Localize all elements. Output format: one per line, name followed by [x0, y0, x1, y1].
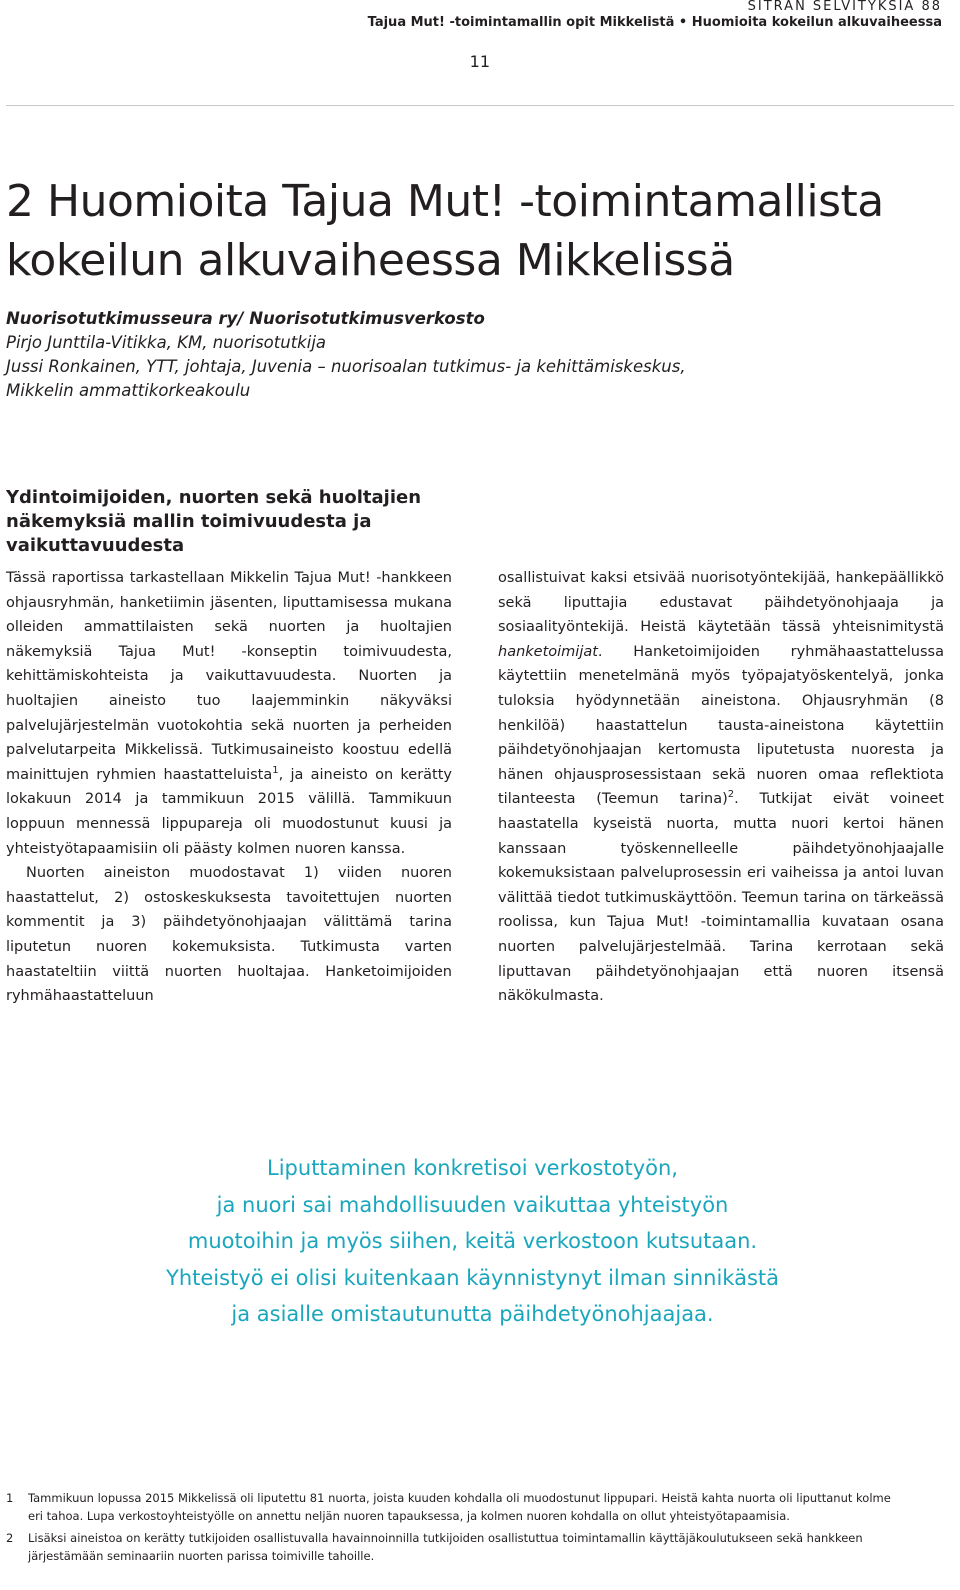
section-heading-line-2: näkemyksiä mallin toimivuudesta ja — [6, 511, 372, 532]
paragraph-text: . Hanketoimijoiden ryhmähaastattelussa käytettiin menetelmänä myös työpajatyöskentelyä, jonka tuloksia hyödynnetään aineistona. Ohjausryhmän (8 henkilöä) haastattelun tausta-aineistona käytettiin päihdetyönohjaajan kertomusta liputetusta nuoresta ja hänen ohjausprosessistaan sekä nuoren omaa reflektiota tilanteesta (Teemun tarina) — [498, 643, 944, 808]
pull-quote-line: muotoihin ja myös siihen, keitä verkostoon kutsutaan. — [187, 1229, 758, 1254]
footnote-text: Tammikuun lopussa 2015 Mikkelissä oli liputettu 81 nuorta, joista kuuden kohdalla oli muodostunut lippupari. Heistä kahta nuorta oli liputtanut kolme eri tahoa. Lupa verkostoyhteistyölle on annettu neljän nuoren tapauksessa, ja kolmen nuoren kohdalla on ollut yhteistyötapaamisia. — [28, 1491, 891, 1523]
pull-quote-line: ja nuori sai mahdollisuuden vaikuttaa yhteistyön — [216, 1192, 729, 1217]
footnote-ref-1: 1 — [272, 764, 279, 776]
body-paragraph — [498, 566, 944, 1009]
pull-quote — [0, 1150, 945, 1333]
author-line-2: Jussi Ronkainen, YTT, johtaja, Juvenia – nuorisoalan tutkimus- ja kehittämiskeskus, — [6, 357, 686, 376]
chapter-title-line-2: kokeilun alkuvaiheessa Mikkelissä — [6, 235, 735, 286]
paragraph-text: Tässä raportissa tarkastellaan Mikkelin Tajua Mut! -hankkeen ohjausryhmän, hanketiimin jäsenten, liputtamisessa mukana olleiden ammattilaisten sekä nuorten ja huoltajien näkemyksiä Tajua Mut! -konseptin toimivuudesta, kehittämiskohteista ja vaikuttavuudesta. Nuorten ja huoltajien aineisto tuo laajemminkin näkyväksi palvelujärjestelmän vuotokohtia sekä nuorten ja perheiden palvelutarpeita Mikkelissä. Tutkimusaineisto koostuu edellä mainittujen ryhmien haastatteluista — [6, 570, 452, 783]
footnotes — [6, 1490, 906, 1570]
footnote-text: Lisäksi aineistoa on kerätty tutkijoiden osallistuvalla havainnoinnilla tutkijoiden osallistuttua toimintamallin käyttäjäkoulutukseen sekä hankkeen järjestämään seminaariin nuorten parissa toimiville tahoille. — [28, 1531, 863, 1563]
footnote-ref-2: 2 — [727, 789, 735, 801]
section-heading — [6, 486, 466, 558]
page-number: 11 — [469, 52, 490, 71]
paragraph-text: , ja aineisto on kerätty lokakuun 2014 ja tammikuun 2015 välillä. Tammikuun loppuun mennessä lippupareja oli muodostunut kuusi ja yhteistyötapaamisiin oli päästy kolmen nuoren kanssa. — [6, 766, 452, 857]
footnote-2 — [6, 1530, 906, 1565]
series-name: SITRAN SELVITYKSIÄ 88 — [747, 0, 942, 14]
chapter-title-line-1: 2 Huomioita Tajua Mut! -toimintamallista — [6, 176, 884, 227]
emphasis-term: hanketoimijat — [498, 643, 598, 660]
body-column-right — [498, 566, 944, 1009]
chapter-title — [6, 172, 946, 290]
author-line-3: Mikkelin ammattikorkeakoulu — [6, 381, 251, 400]
footnote-number: 2 — [6, 1531, 14, 1545]
paragraph-text: osallistuivat kaksi etsivää nuorisotyöntekijää, hankepäällikkö sekä liputtajia edustavat päihdetyönohjaaja ja sosiaalityöntekijä. Heistä käytetään tässä yhteisnimitystä — [498, 570, 944, 636]
body-paragraph: Nuorten aineiston muodostavat 1) viiden nuoren haastattelut, 2) ostoskeskuksesta tavoitettujen nuorten kommentit ja 3) päihdetyönohjaajan välittämä tarina liputetun nuoren kokemuksista. Tutkimusta varten haastateltiin viittä nuorten huoltajaa. Hanketoimijoiden ryhmähaastatteluun — [6, 865, 452, 1005]
body-paragraph — [6, 566, 452, 861]
section-heading-line-1: Ydintoimijoiden, nuorten sekä huoltajien — [6, 487, 422, 508]
body-column-left — [6, 566, 452, 1009]
running-title: Tajua Mut! -toimintamallin opit Mikkelistä • Huomioita kokeilun alkuvaiheessa — [367, 15, 942, 30]
author-line-1: Pirjo Junttila-Vitikka, KM, nuorisotutkija — [6, 333, 327, 352]
pull-quote-line: ja asialle omistautunutta päihdetyönohjaajaa. — [231, 1302, 714, 1327]
header-divider — [6, 105, 954, 106]
page-header — [368, 0, 942, 31]
pull-quote-line: Yhteistyö ei olisi kuitenkaan käynnistynyt ilman sinnikästä — [166, 1265, 779, 1290]
footnote-1 — [6, 1490, 906, 1525]
section-heading-line-3: vaikuttavuudesta — [6, 535, 185, 556]
paragraph-text: . Tutkijat eivät voineet haastatella kyseistä nuorta, mutta nuori kertoi hänen kanssaan työskennelleelle päihdetyönohjaajalle kokemuksistaan palveluprosessin eri vaiheissa ja antoi luvan välittää tiedot tutkimuskäyttöön. Teemun tarina on tärkeässä roolissa, kun Tajua Mut! -toimintamallia kuvataan osana nuorten palvelujärjestelmää. Tarina kerrotaan sekä liputtavan päihdetyönohjaajan että nuoren itsensä näkökulmasta. — [498, 791, 944, 1005]
author-block — [6, 307, 906, 403]
pull-quote-line: Liputtaminen konkretisoi verkostotyön, — [267, 1156, 678, 1180]
footnote-number: 1 — [6, 1491, 14, 1505]
author-organization: Nuorisotutkimusseura ry/ Nuorisotutkimusverkosto — [6, 309, 485, 328]
